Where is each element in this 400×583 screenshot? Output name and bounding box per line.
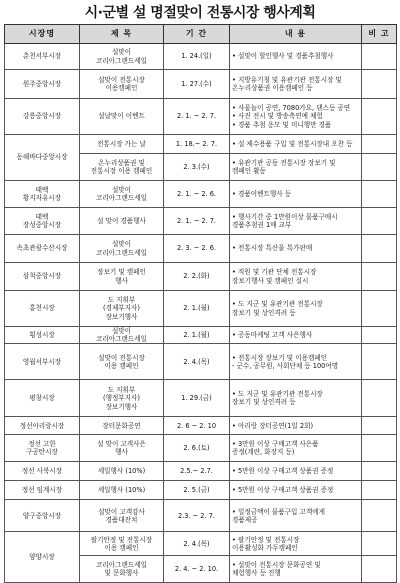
content-cell: [230, 263, 362, 291]
period-cell: [164, 291, 230, 327]
period-cell-text: 2. 1.(월): [183, 304, 210, 313]
note-cell: [362, 500, 397, 532]
period-cell-text: 2. 6.(토): [183, 444, 210, 453]
period-cell: [164, 99, 230, 135]
market-cell: [5, 181, 80, 208]
note-cell: [362, 235, 397, 263]
period-cell-text: 2. 4. ~ 2. 10.: [174, 565, 219, 574]
note-cell: [362, 135, 397, 154]
event-title-cell: [80, 99, 164, 135]
table-row: [5, 481, 397, 500]
market-cell: [5, 462, 80, 481]
table-row: [5, 99, 397, 135]
market-cell: [5, 327, 80, 344]
content-cell-text: • 설맞이 할인행사 및 경품추첨행사: [232, 52, 334, 61]
event-title-cell: [80, 263, 164, 291]
market-cell: [5, 235, 80, 263]
content-cell-text: • 행사기간 중 1만원이상 물품구매시 경품추첨권 1매 교부: [232, 212, 338, 229]
event-title-cell-text: 도 지휘부 (경제부지사) 장보기행사: [103, 296, 140, 321]
market-cell: [5, 344, 80, 380]
content-cell-text: • 공동마케팅 고객 사은행사: [232, 331, 313, 340]
market-cell: [5, 208, 80, 235]
event-title-cell: [80, 462, 164, 481]
header-period: 기 간: [164, 25, 230, 44]
note-cell: [362, 44, 397, 70]
note-cell: [362, 380, 397, 417]
event-title-cell-text: 설날맞이 이벤트: [98, 112, 145, 121]
period-cell-text: 2. 3.(수): [183, 162, 210, 171]
table-row: [5, 291, 397, 327]
note-cell: [362, 70, 397, 99]
market-cell-text: 원주중앙시장: [22, 79, 62, 88]
period-cell-text: 2. 4.(목): [183, 539, 210, 548]
event-title-cell: [80, 500, 164, 532]
content-cell: [230, 481, 362, 500]
market-cell: [5, 417, 80, 435]
period-cell-text: 2. 3. ~ 2. 6.: [176, 244, 217, 253]
period-cell: [164, 263, 230, 291]
event-title-cell: [80, 481, 164, 500]
event-title-cell-text: 장보기 및 캠페인 행사: [97, 268, 146, 285]
period-cell-text: 2. 6 ~ 2. 10: [176, 421, 217, 430]
period-cell: [164, 532, 230, 556]
content-cell: [230, 532, 362, 556]
table-row: [5, 44, 397, 70]
event-title-cell: [80, 344, 164, 380]
event-title-cell-text: 설맞이 고객감사 경품대잔치: [98, 507, 145, 524]
content-cell: [230, 70, 362, 99]
market-cell: [5, 435, 80, 462]
period-cell-text: 2.3. ~ 2. 7.: [178, 511, 215, 520]
event-title-cell-text: 설맞이 코리아그랜드세일: [96, 185, 147, 202]
market-cell-text: 평창시장: [29, 394, 55, 403]
table-row: [5, 327, 397, 344]
market-cell-text: 홍천시장: [29, 304, 55, 313]
content-cell: [230, 462, 362, 481]
event-title-cell-text: 세일행사 (10%): [97, 486, 146, 495]
event-title-cell-text: 설 맞이 경품행사: [97, 216, 146, 225]
period-cell-text: 1. 18.~ 2. 7.: [175, 139, 218, 148]
market-cell-text: 강릉중앙시장: [22, 112, 62, 121]
period-cell: [164, 380, 230, 417]
content-cell-text: • 도 지군 및 유관기관 전통시장 장보기 및 상인격려 등: [232, 300, 323, 317]
content-cell: [230, 44, 362, 70]
period-cell: [164, 135, 230, 154]
event-title-cell: [80, 135, 164, 154]
event-title-cell-text: 도 지휘부 (행정부지사) 장보기행사: [103, 386, 140, 411]
period-cell-text: 2. 1. ~ 2. 7.: [176, 216, 217, 225]
period-cell: [164, 44, 230, 70]
period-cell: [164, 500, 230, 532]
event-title-cell-text: 팔기안정 및 전통시장 이용 캠페인: [90, 535, 153, 552]
content-cell: [230, 235, 362, 263]
market-cell-text: 태백 장성중앙시장: [22, 212, 62, 229]
period-cell: [164, 154, 230, 181]
content-cell-text: • 5만원 이상 구매고객 상품권 증정: [232, 486, 334, 495]
content-cell-text: • 경품이벤트행사 등: [232, 189, 292, 198]
table-row: [5, 208, 397, 235]
market-cell: [5, 44, 80, 70]
content-cell-text: • 팔기안정 및 전통시장 이용활성화 가두캠페인: [232, 535, 300, 552]
note-cell: [362, 154, 397, 181]
period-cell-text: 2. 1.(월): [183, 331, 210, 340]
event-title-cell: [80, 154, 164, 181]
header-market: 시장명: [5, 25, 80, 44]
event-title-cell: [80, 235, 164, 263]
page-title: 시·군별 설 명절맞이 전통시장 행사계획: [84, 5, 316, 21]
market-cell: [5, 380, 80, 417]
table-row: [5, 263, 397, 291]
period-cell: [164, 181, 230, 208]
note-cell: [362, 99, 397, 135]
market-cell-text: 횡성시장: [29, 331, 55, 340]
market-cell: [5, 291, 80, 327]
table-row: [5, 462, 397, 481]
content-cell: [230, 154, 362, 181]
market-cell: [5, 99, 80, 135]
header-content: 내 용: [230, 25, 362, 44]
event-title-cell-text: 설맞이 코리아그랜드세일: [96, 48, 147, 65]
event-title-cell: [80, 556, 164, 583]
content-cell-text: • 설맞이 전통시장 문화공연 및 체험행사 등 진행: [232, 561, 321, 578]
table-row: [5, 235, 397, 263]
note-cell: [362, 327, 397, 344]
table-row: [5, 417, 397, 435]
table-header-row: [5, 25, 397, 44]
note-cell: [362, 263, 397, 291]
content-cell-text: • 지방유기청 및 유관기관 전통시장 및 온누리상품권 이용캠페인 등: [232, 75, 342, 92]
market-cell: [5, 481, 80, 500]
market-cell: [5, 263, 80, 291]
event-title-cell-text: 온누리상품권 및 전통시장 이용 캠페인: [90, 158, 153, 175]
content-cell-text: • 유관기관 공동 전통시장 장보기 및 캠페인 활동: [232, 158, 336, 175]
period-cell-text: 1. 29.(금): [181, 394, 212, 403]
market-cell: [5, 70, 80, 99]
content-cell: [230, 99, 362, 135]
content-cell-text: • 3만원 이상 구매고객 사은품 증정(계란, 화장지 등): [232, 440, 319, 457]
content-cell: [230, 556, 362, 583]
market-cell-text: 정선 임계시장: [21, 486, 63, 495]
event-title-cell-text: 세일행사 (10%): [97, 467, 146, 476]
content-cell-text: • 설 제수용품 구입 및 전통시장내 오찬 등: [232, 139, 353, 148]
market-cell: [5, 500, 80, 532]
note-cell: [362, 435, 397, 462]
content-cell: [230, 135, 362, 154]
event-title-cell: [80, 181, 164, 208]
table-row: [5, 135, 397, 154]
period-cell-text: 2. 1. ~ 2. 6.: [176, 189, 217, 198]
period-cell: [164, 462, 230, 481]
event-title-cell-text: 설맞이 코리아그랜드세일: [96, 327, 147, 344]
event-title-cell: [80, 417, 164, 435]
table-row: [5, 344, 397, 380]
event-title-cell: [80, 44, 164, 70]
period-cell-text: 2.5.~ 2.7.: [180, 467, 213, 476]
note-cell: [362, 481, 397, 500]
table-body: [5, 44, 397, 583]
content-cell-text: • 도 지군 및 유관기관 전통시장 장보기 및 상인격려 등: [232, 390, 323, 407]
period-cell-text: 2. 5.(금): [183, 486, 210, 495]
event-title-cell: [80, 327, 164, 344]
period-cell-text: 2. 1. ~ 2. 7.: [176, 112, 217, 121]
market-cell: [5, 532, 80, 583]
period-cell: [164, 435, 230, 462]
content-cell-text: • 전통시장 특산물 특가판매: [232, 244, 313, 253]
period-cell: [164, 417, 230, 435]
event-title-cell-text: 설맞이 코리아그랜드세일: [96, 240, 147, 257]
market-cell-text: 동해바다중앙시장: [16, 153, 68, 162]
market-cell-text: 양구중앙시장: [22, 511, 62, 520]
note-cell: [362, 344, 397, 380]
market-cell-text: 춘천서부시장: [22, 52, 62, 61]
event-title-cell-text: 설맞이 전통시장 이용캠페인: [98, 75, 145, 92]
event-title-cell-text: 코리아그랜드세일 및 문화행사: [96, 561, 147, 578]
table-row: [5, 435, 397, 462]
event-title-cell: [80, 435, 164, 462]
period-cell: [164, 327, 230, 344]
header-note: 비 고: [362, 25, 397, 44]
period-cell: [164, 344, 230, 380]
event-title-cell: [80, 291, 164, 327]
event-title-cell-text: 설 맞이 고객사은 행사: [97, 440, 146, 457]
note-cell: [362, 291, 397, 327]
table-row: [5, 181, 397, 208]
event-plan-table: [4, 24, 397, 583]
content-cell: [230, 327, 362, 344]
table-row: [5, 380, 397, 417]
event-title-cell: [80, 70, 164, 99]
content-cell: [230, 380, 362, 417]
note-cell: [362, 532, 397, 556]
period-cell: [164, 70, 230, 99]
period-cell-text: 1. 24.(일): [181, 52, 212, 61]
event-title-cell-text: 전통시장 가는 날: [97, 139, 146, 148]
period-cell-text: 1. 27.(수): [181, 79, 212, 88]
event-title-cell: [80, 208, 164, 235]
period-cell: [164, 556, 230, 583]
period-cell: [164, 208, 230, 235]
market-cell-text: 정선아리랑시장: [19, 421, 65, 430]
table-row: [5, 70, 397, 99]
content-cell-text: • 일정금액이 물품구입 고객에게 경품제공: [232, 507, 325, 524]
note-cell: [362, 556, 397, 583]
content-cell-text: • 5만원 이상 구매고객 상품권 증정: [232, 467, 334, 476]
content-cell-text: • 사물놀이 공연, 7080가요, 댄스등 공연 • 사진 전시 및 방송축연예 체험 • 경품 추첨 응모 및 미니행만 경품: [232, 104, 351, 129]
market-cell-text: 정선 고한 구공탄시장: [26, 440, 58, 457]
note-cell: [362, 462, 397, 481]
header-title: 제 목: [80, 25, 164, 44]
period-cell: [164, 481, 230, 500]
market-cell-text: 정선 사북시장: [21, 467, 63, 476]
market-cell-text: 영월서부시장: [22, 357, 62, 366]
market-cell-text: 속초관광수산시장: [16, 244, 68, 253]
content-cell: [230, 500, 362, 532]
event-title-cell: [80, 380, 164, 417]
content-cell-text: • 전통시장 장보기 및 이용캠페인 - 군수, 공무원, 사회단체 등 100여명: [232, 353, 339, 370]
note-cell: [362, 181, 397, 208]
content-cell: [230, 435, 362, 462]
period-cell-text: 2. 4.(목): [183, 357, 210, 366]
content-cell: [230, 344, 362, 380]
note-cell: [362, 208, 397, 235]
market-cell-text: 삼척중앙시장: [22, 272, 62, 281]
content-cell-text: • 아리랑 장터공연(1일 2회): [232, 421, 314, 430]
event-title-cell: [80, 532, 164, 556]
content-cell: [230, 208, 362, 235]
period-cell-text: 2. 2.(화): [183, 272, 210, 281]
period-cell: [164, 235, 230, 263]
content-cell: [230, 417, 362, 435]
event-title-cell-text: 설맞이 전통시장 이용 캠페인: [98, 353, 145, 370]
market-cell-text: 양양시장: [29, 553, 55, 562]
market-cell-text: 태백 황지자유시장: [22, 185, 62, 202]
event-title-cell-text: 장터문화공연: [102, 421, 141, 430]
content-cell-text: • 직원 및 기관 단체 전통시장 장보기행사 및 캠페인 실시: [232, 268, 317, 285]
table-row: [5, 500, 397, 532]
note-cell: [362, 417, 397, 435]
market-cell: [5, 135, 80, 181]
content-cell: [230, 181, 362, 208]
table-row: [5, 532, 397, 556]
content-cell: [230, 291, 362, 327]
